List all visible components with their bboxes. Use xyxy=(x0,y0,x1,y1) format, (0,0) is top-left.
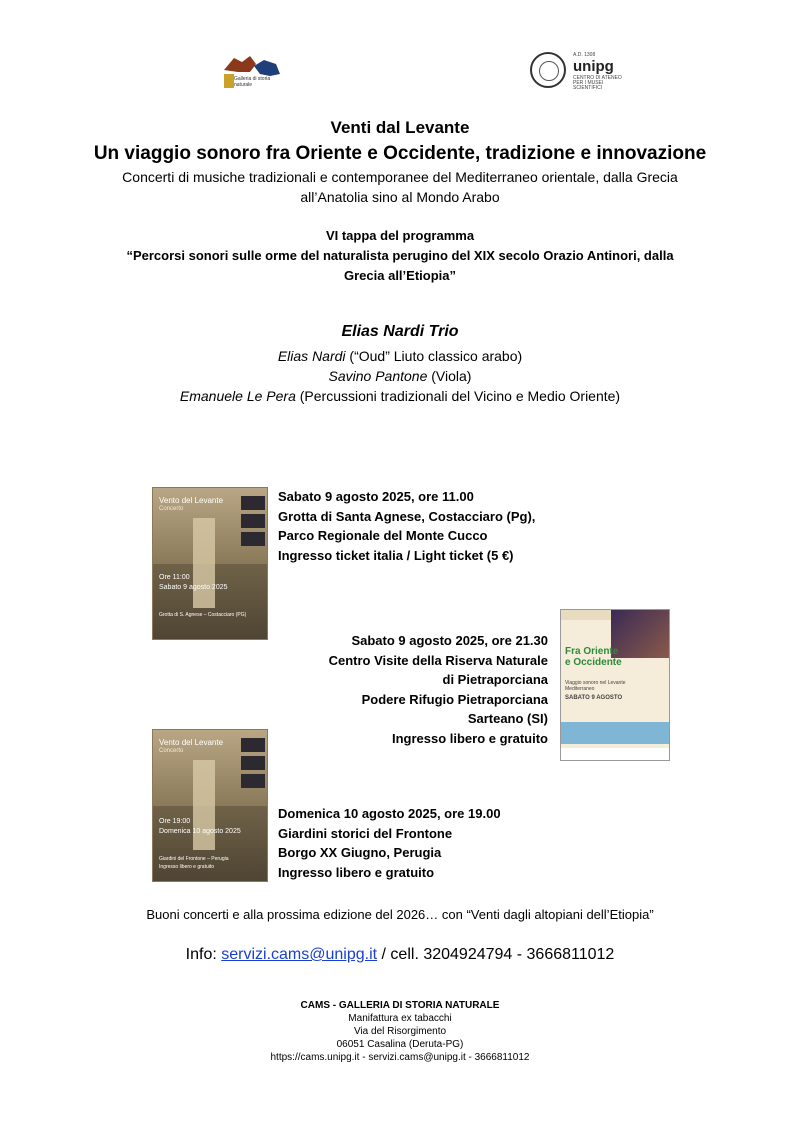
tappa-label: VI tappa del programma xyxy=(325,228,475,243)
poster-1: Vento del Levante Concerto Ore 11:00 Sabato 9 agosto 2025 Grotta di S. Agnese – Costacciaro (PG) xyxy=(152,487,268,640)
page-title: Venti dal Levante xyxy=(330,118,470,137)
logo-left-label: Galleria di storia naturale xyxy=(234,76,271,88)
footer: CAMS - GALLERIA DI STORIA NATURALE Manifattura ex tabacchi Via del Risorgimento 06051 Casalina (Deruta-PG) https://cams.unipg.it - servizi.cams@unipg.it - 3666811012 xyxy=(270,1000,530,1063)
galleria-logo xyxy=(220,48,284,92)
logo-right-small: CENTRO DI ATENEO PER I MUSEI SCIENTIFICI xyxy=(573,75,622,91)
email-link[interactable]: servizi.cams@unipg.it xyxy=(221,946,378,963)
poster-2: Fra Oriente e Occidente Viaggio sonoro nel Levante Mediterraneo SABATO 9 AGOSTO xyxy=(560,609,670,761)
info-line: Info: servizi.cams@unipg.it / cell. 3204924794 - 3666811012 xyxy=(185,946,615,963)
unipg-logo xyxy=(530,50,640,90)
logo-right-label: unipg xyxy=(573,58,614,75)
event-2: Sabato 9 agosto 2025, ore 21.30 Centro Visite della Riserva Naturale di Pietraporciana Podere Rifugio Pietraporciana Sarteano (SI) Ingresso libero e gratuito xyxy=(328,633,548,746)
event-3: Domenica 10 agosto 2025, ore 19.00 Giardini storici del Frontone Borgo XX Giugno, Perugia Ingresso libero e gratuito xyxy=(278,806,501,880)
member-2: Savino Pantone (Viola) xyxy=(328,368,472,384)
logo-right-tiny: A.D. 1308 xyxy=(573,52,596,58)
description: Concerti di musiche tradizionali e contemporanee del Mediterraneo orientale, dalla Grecia all’Anatolia sino al Mondo Arabo xyxy=(122,169,678,205)
event-1: Sabato 9 agosto 2025, ore 11.00 Grotta di Santa Agnese, Costacciaro (Pg), Parco Regionale del Monte Cucco Ingresso ticket italia / Light ticket (5 €) xyxy=(278,489,536,563)
trio-name: Elias Nardi Trio xyxy=(341,323,459,340)
poster-3: Vento del Levante Concerto Ore 19:00 Domenica 10 agosto 2025 Giardini del Frontone – Perugia Ingresso libero e gratuito xyxy=(152,729,268,882)
closing-text: Buoni concerti e alla prossima edizione del 2026… con “Venti dagli altopiani dell’Etiopia” xyxy=(146,907,654,922)
page-subtitle: Un viaggio sonoro fra Oriente e Occidente, tradizione e innovazione xyxy=(93,143,707,164)
member-1: Elias Nardi (“Oud” Liuto classico arabo) xyxy=(277,348,523,364)
program-name: “Percorsi sonori sulle orme del naturalista perugino del XIX secolo Orazio Antinori, dalla Grecia all’Etiopia” xyxy=(126,248,674,283)
member-3: Emanuele Le Pera (Percussioni tradizionali del Vicino e Medio Oriente) xyxy=(179,388,621,404)
university-seal-icon xyxy=(530,52,566,88)
